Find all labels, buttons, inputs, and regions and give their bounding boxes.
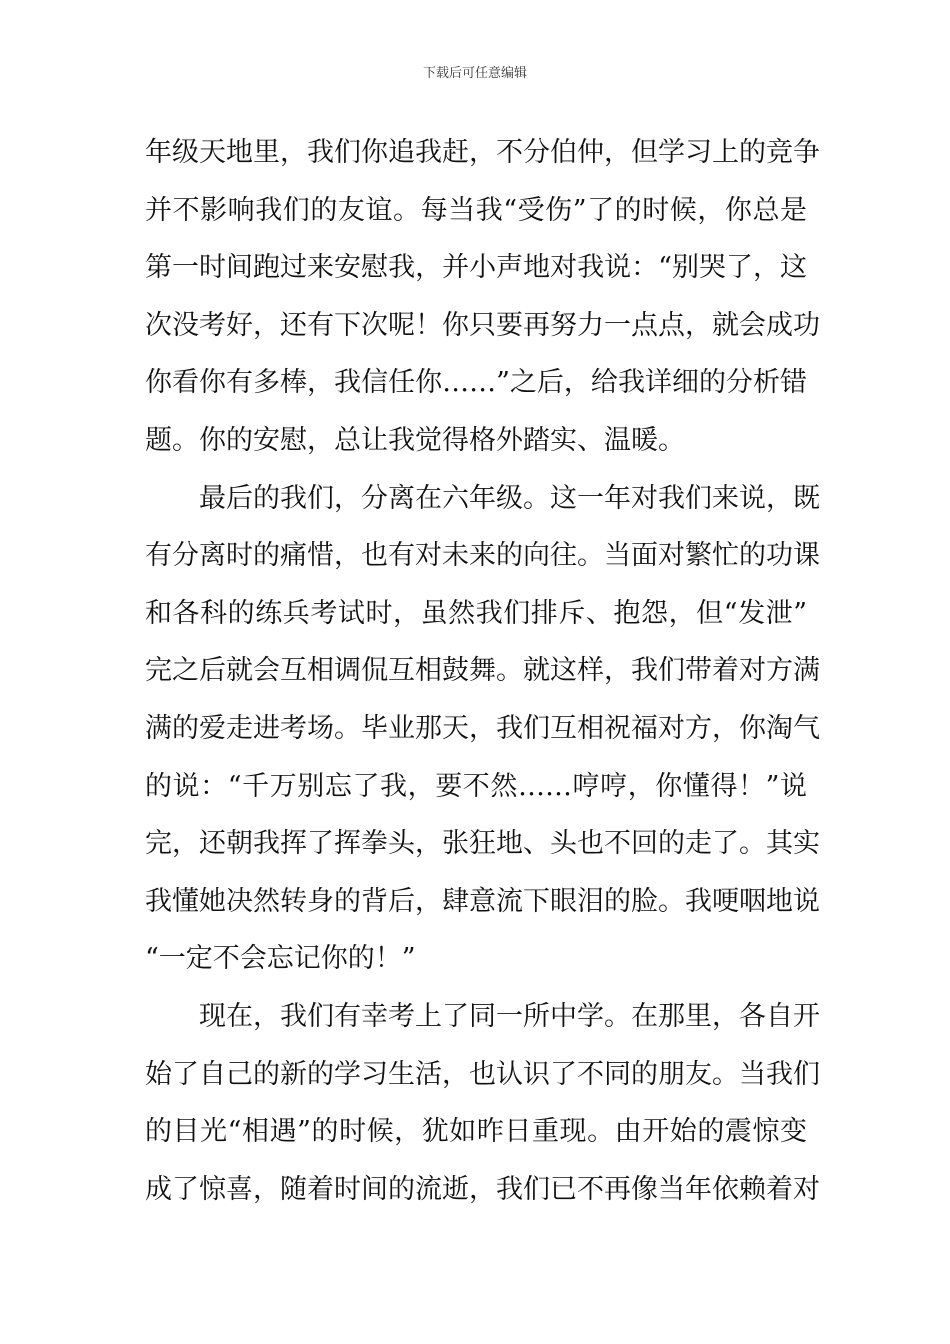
text-line: 题。你的安慰，总让我觉得格外踏实、温暖。 (145, 425, 685, 456)
text-line: 最后的我们，分离在六年级。这一年对我们来说，既 (199, 482, 820, 514)
page-header: 下载后可任意编辑 (422, 66, 527, 81)
text-line: 的目光“相遇”的时候，犹如昨日重现。由开始的震惊变 (145, 1116, 807, 1148)
text-line: 你看你有多棒，我信任你……”之后，给我详细的分析错 (145, 367, 807, 399)
text-line: 我懂她决然转身的背后，肆意流下眼泪的脸。我哽咽地说 (145, 885, 820, 917)
text-line: 年级天地里，我们你追我赶，不分伯仲，但学习上的竞争 (145, 137, 820, 168)
text-line: 始了自己的新的学习生活，也认识了不同的朋友。当我们 (145, 1058, 820, 1090)
text-line: 完之后就会互相调侃互相鼓舞。就这样，我们带着对方满 (145, 655, 820, 687)
text-line: 满的爱走进考场。毕业那天，我们互相祝福对方，你淘气 (145, 713, 820, 744)
text-line: 完，还朝我挥了挥拳头，张狂地、头也不回的走了。其实 (145, 828, 820, 860)
text-line: 次没考好，还有下次呢！你只要再努力一点点，就会成功 (145, 309, 820, 341)
text-line: 第一时间跑过来安慰我，并小声地对我说：“别哭了，这 (145, 252, 807, 284)
text-line: 有分离时的痛惜，也有对未来的向往。当面对繁忙的功课 (145, 540, 820, 572)
text-line: “一定不会忘记你的！” (145, 943, 416, 975)
text-line: 和各科的练兵考试时，虽然我们排斥、抱怨，但“发泄” (145, 597, 807, 629)
text-line: 成了惊喜，随着时间的流逝，我们已不再像当年依赖着对 (145, 1173, 820, 1205)
text-line: 并不影响我们的友谊。每当我“受伤”了的时候，你总是 (145, 194, 807, 226)
text-line: 现在，我们有幸考上了同一所中学。在那里，各自开 (199, 1001, 820, 1032)
text-line: 的说：“千万别忘了我，要不然……哼哼，你懂得！”说 (145, 770, 807, 802)
